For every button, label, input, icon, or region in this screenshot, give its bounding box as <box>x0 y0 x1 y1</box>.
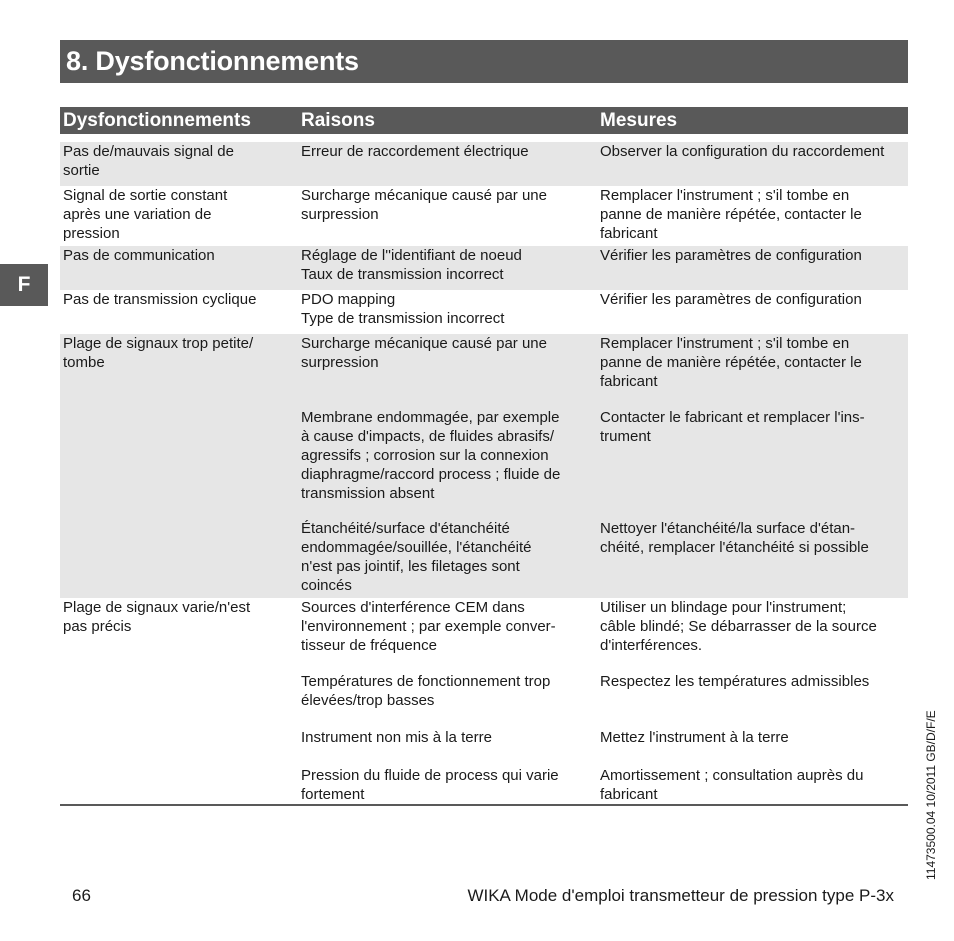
table-row <box>60 598 908 672</box>
measure-cell: Contacter le fabricant et remplacer l'ins- trument <box>597 408 908 519</box>
fault-cell: Pas de communication <box>60 246 298 290</box>
reason-cell: Instrument non mis à la terre <box>298 728 597 766</box>
reason-cell: PDO mapping Type de transmission incorrect <box>298 290 597 334</box>
table-row <box>60 519 908 598</box>
header-faults: Dysfonctionnements <box>60 107 298 134</box>
reason-cell: Membrane endommagée, par exemple à cause d'impacts, de fluides abrasifs/ agressifs ; corrosion sur la connexion diaphragme/raccord process ; fluide de transmission absent <box>298 408 597 519</box>
fault-cell: Plage de signaux varie/n'est pas précis <box>60 598 298 672</box>
table-row <box>60 186 908 246</box>
table-row <box>60 408 908 519</box>
fault-table <box>60 107 908 806</box>
reason-cell: Températures de fonctionnement trop élevées/trop basses <box>298 672 597 728</box>
table-row <box>60 142 908 186</box>
measure-cell: Remplacer l'instrument ; s'il tombe en panne de manière répétée, contacter le fabricant <box>597 186 908 246</box>
section-title-bar <box>60 40 908 83</box>
fault-cell <box>60 766 298 805</box>
fault-cell <box>60 672 298 728</box>
measure-cell: Mettez l'instrument à la terre <box>597 728 908 766</box>
header-reasons: Raisons <box>298 107 597 134</box>
fault-cell <box>60 728 298 766</box>
reason-cell: Sources d'interférence CEM dans l'environnement ; par exemple conver- tisseur de fréquence <box>298 598 597 672</box>
fault-cell: Pas de transmission cyclique <box>60 290 298 334</box>
measure-cell: Remplacer l'instrument ; s'il tombe en panne de manière répétée, contacter le fabricant <box>597 334 908 408</box>
measure-cell: Observer la configuration du raccordement <box>597 142 908 186</box>
table-row <box>60 290 908 334</box>
fault-cell <box>60 519 298 598</box>
table-row <box>60 672 908 728</box>
reason-cell: Pression du fluide de process qui varie fortement <box>298 766 597 805</box>
section-title: 8. Dysfonctionnements <box>66 46 359 76</box>
table-header-row <box>60 107 908 134</box>
reason-cell: Surcharge mécanique causé par une surpression <box>298 334 597 408</box>
fault-cell: Plage de signaux trop petite/ tombe <box>60 334 298 408</box>
reason-cell: Surcharge mécanique causé par une surpression <box>298 186 597 246</box>
footer-title: WIKA Mode d'emploi transmetteur de pression type P-3x <box>467 886 894 905</box>
fault-cell: Pas de/mauvais signal de sortie <box>60 142 298 186</box>
measure-cell: Vérifier les paramètres de configuration <box>597 290 908 334</box>
language-tab: F <box>0 264 48 306</box>
page-number: 66 <box>72 886 91 905</box>
table-row <box>60 728 908 766</box>
measure-cell: Utiliser un blindage pour l'instrument; câble blindé; Se débarrasser de la source d'interférences. <box>597 598 908 672</box>
fault-cell <box>60 408 298 519</box>
measure-cell: Respectez les températures admissibles <box>597 672 908 728</box>
table-row <box>60 246 908 290</box>
table-row <box>60 334 908 408</box>
header-measures: Mesures <box>597 107 908 134</box>
document-code: 11473500.04 10/2011 GB/D/F/E <box>924 710 938 880</box>
fault-cell: Signal de sortie constant après une variation de pression <box>60 186 298 246</box>
table-row <box>60 766 908 805</box>
reason-cell: Étanchéité/surface d'étanchéité endommagée/souillée, l'étanchéité n'est pas jointif, les filetages sont coincés <box>298 519 597 598</box>
measure-cell: Nettoyer l'étanchéité/la surface d'étan- chéité, remplacer l'étanchéité si possible <box>597 519 908 598</box>
reason-cell: Erreur de raccordement électrique <box>298 142 597 186</box>
reason-cell: Réglage de l''identifiant de noeud Taux de transmission incorrect <box>298 246 597 290</box>
measure-cell: Vérifier les paramètres de configuration <box>597 246 908 290</box>
measure-cell: Amortissement ; consultation auprès du fabricant <box>597 766 908 805</box>
